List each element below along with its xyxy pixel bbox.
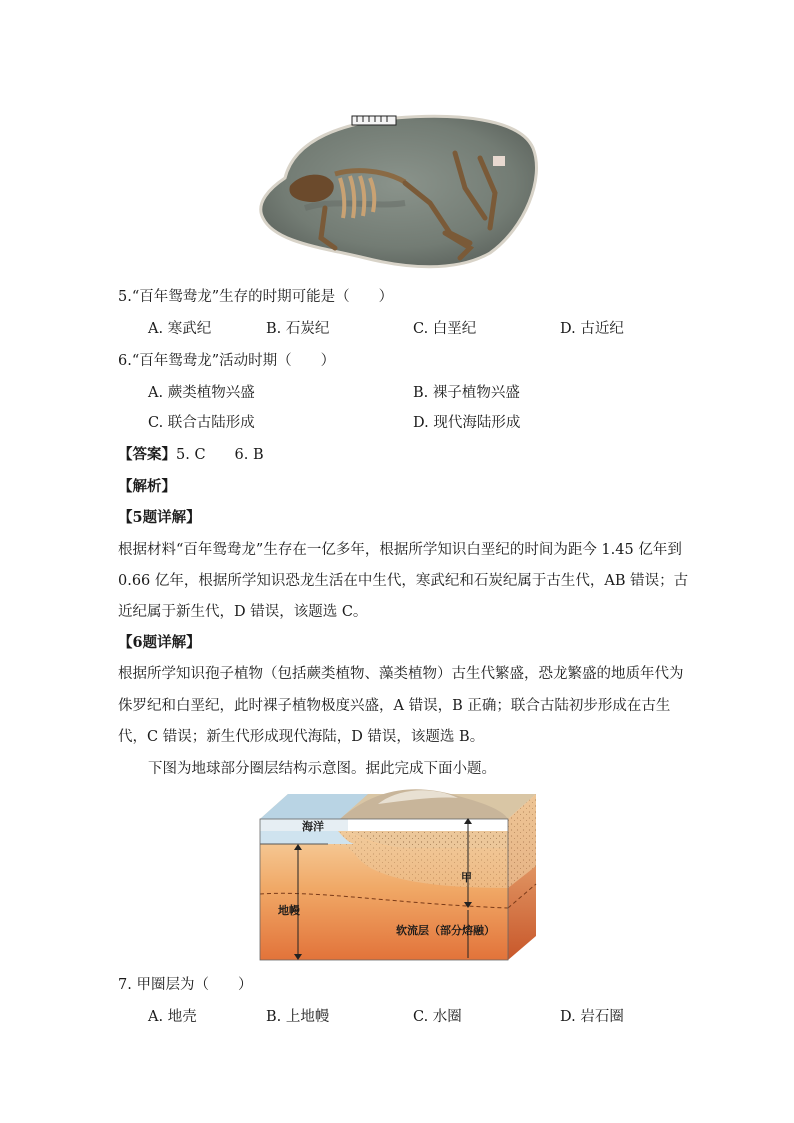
question-6-option-c: C. 联合古陆形成 — [148, 415, 255, 431]
fossil-photo — [255, 108, 540, 272]
question-5-option-a: A. 寒武纪 — [148, 321, 212, 337]
question-6-option-d: D. 现代海陆形成 — [413, 415, 521, 431]
earth-layers-diagram — [258, 786, 540, 962]
question-5-option-b: B. 石炭纪 — [266, 321, 330, 337]
q6-detail-line-2: 侏罗纪和白垩纪，此时裸子植物极度兴盛，A 错误，B 正确；联合古陆初步形成在古生 — [118, 698, 671, 714]
q5-detail-line-1: 根据材料“百年鸳鸯龙”生存在一亿多年，根据所学知识白垩纪的时间为距今 1.45 亿年到 — [118, 542, 682, 558]
q5-detail-line-3: 近纪属于新生代，D 错误，该题选 C。 — [118, 604, 368, 620]
question-5-stem: 5.“百年鸳鸯龙”生存的时期可能是（ ） — [118, 289, 394, 305]
diagram-label-ocean: 海洋 — [302, 820, 324, 833]
q5-detail-label: 【5题详解】 — [118, 509, 201, 526]
q6-detail-label: 【6题详解】 — [118, 634, 201, 651]
answer-text: 5. C 6. B — [176, 447, 264, 463]
diagram-label-jia: 甲 — [461, 871, 472, 884]
answer-label: 【答案】 — [118, 446, 176, 463]
question-7-option-d: D. 岩石圈 — [560, 1009, 624, 1025]
question-7-option-c: C. 水圈 — [413, 1009, 462, 1025]
question-6-option-b: B. 裸子植物兴盛 — [413, 385, 520, 401]
diagram-label-mantle: 地幔 — [278, 904, 300, 917]
question-7-stem: 7. 甲圈层为（ ） — [118, 977, 253, 993]
diagram-label-asthenosphere: 软流层（部分熔融） — [396, 924, 495, 937]
q5-detail-line-2: 0.66 亿年，根据所学知识恐龙生活在中生代，寒武纪和石炭纪属于古生代，AB 错误；古 — [118, 573, 689, 589]
answer-row — [118, 445, 264, 465]
question-6-stem: 6.“百年鸳鸯龙”活动时期（ ） — [118, 353, 336, 369]
q6-detail-line-1: 根据所学知识孢子植物（包括蕨类植物、藻类植物）古生代繁盛，恐龙繁盛的地质年代为 — [118, 666, 684, 682]
question-5-option-c: C. 白垩纪 — [413, 321, 477, 337]
question-7-option-b: B. 上地幔 — [266, 1009, 330, 1025]
analysis-label: 【解析】 — [118, 478, 176, 495]
question-5-option-d: D. 古近纪 — [560, 321, 624, 337]
question-6-option-a: A. 蕨类植物兴盛 — [148, 385, 255, 401]
question-7-option-a: A. 地壳 — [148, 1009, 197, 1025]
q6-detail-line-3: 代，C 错误；新生代形成现代海陆，D 错误，该题选 B。 — [118, 729, 485, 745]
diagram-intro: 下图为地球部分圈层结构示意图。据此完成下面小题。 — [148, 761, 496, 777]
